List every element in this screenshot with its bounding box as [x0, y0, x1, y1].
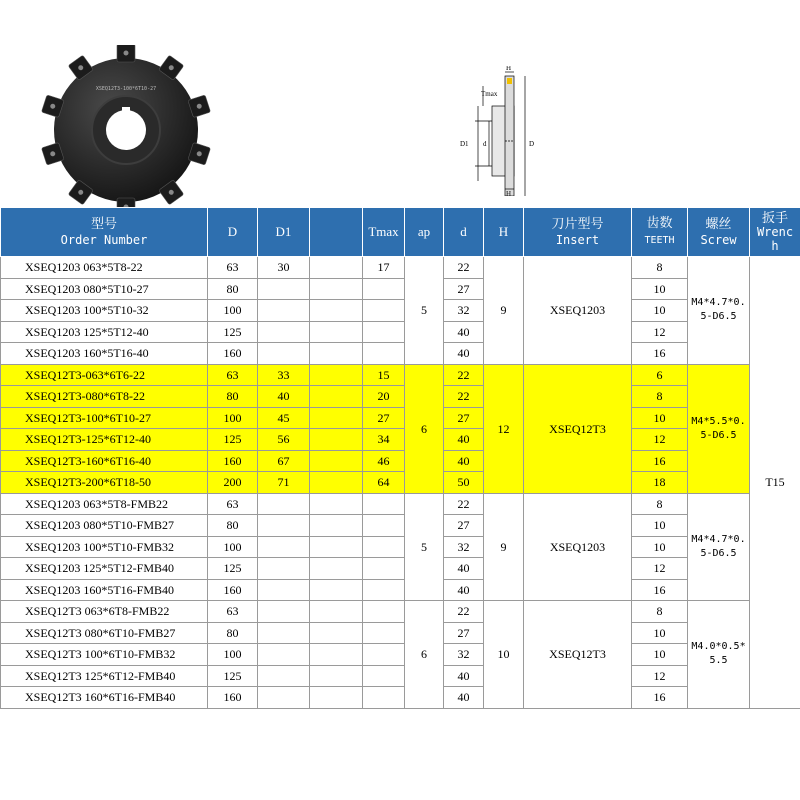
wrench-cell: T15 — [750, 257, 800, 709]
tmax-cell — [363, 493, 405, 515]
order-number-cell: XSEQ1203 080*5T10-27 — [1, 278, 208, 300]
table-row — [1, 644, 800, 666]
tmax-cell: 64 — [363, 472, 405, 494]
table-row — [1, 558, 800, 580]
teeth-cell: 8 — [632, 493, 688, 515]
D-cell: 125 — [208, 429, 258, 451]
D1-cell — [258, 579, 310, 601]
d-cell: 32 — [444, 536, 484, 558]
D-cell: 160 — [208, 687, 258, 709]
tmax-cell — [363, 300, 405, 322]
blank-cell — [310, 300, 363, 322]
table-row — [1, 515, 800, 537]
blank-cell — [310, 364, 363, 386]
order-number-cell: XSEQ12T3-100*6T10-27 — [1, 407, 208, 429]
D1-cell: 40 — [258, 386, 310, 408]
order-number-cell: XSEQ12T3 160*6T16-FMB40 — [1, 687, 208, 709]
teeth-cell: 8 — [632, 257, 688, 279]
teeth-cell: 8 — [632, 386, 688, 408]
tmax-cell: 15 — [363, 364, 405, 386]
tmax-cell — [363, 343, 405, 365]
blank-cell — [310, 515, 363, 537]
table-header — [1, 208, 800, 257]
ap-cell: 6 — [405, 601, 444, 709]
dimension-drawing — [455, 66, 555, 196]
D1-cell: 30 — [258, 257, 310, 279]
screw-line-2: 5-D6.5 — [700, 547, 737, 559]
order-number-cell: XSEQ1203 100*5T10-32 — [1, 300, 208, 322]
D-cell: 100 — [208, 644, 258, 666]
d-cell: 40 — [444, 429, 484, 451]
blank-cell — [310, 579, 363, 601]
table-row — [1, 493, 800, 515]
screw-cell — [688, 601, 750, 709]
table-row — [1, 472, 800, 494]
screw-line-2: 5.5 — [709, 655, 728, 667]
drawing-label-h-bottom: H — [506, 190, 512, 196]
blank-cell — [310, 493, 363, 515]
d-cell: 22 — [444, 493, 484, 515]
blank-cell — [310, 558, 363, 580]
table-row — [1, 364, 800, 386]
teeth-cell: 6 — [632, 364, 688, 386]
screw-line-2: 5-D6.5 — [700, 311, 737, 323]
screw-cell — [688, 257, 750, 365]
d-cell: 40 — [444, 450, 484, 472]
D-cell: 80 — [208, 515, 258, 537]
D-cell: 80 — [208, 278, 258, 300]
tmax-cell: 34 — [363, 429, 405, 451]
teeth-cell: 10 — [632, 515, 688, 537]
order-number-cell: XSEQ1203 160*5T16-FMB40 — [1, 579, 208, 601]
header-ap: ap — [405, 208, 444, 257]
header-tmax: Tmax — [363, 208, 405, 257]
screw-line-1: M4*4.7*0. — [691, 297, 746, 309]
table-row — [1, 386, 800, 408]
insert-cell: XSEQ12T3 — [524, 364, 632, 493]
teeth-cell: 10 — [632, 644, 688, 666]
teeth-cell: 8 — [632, 601, 688, 623]
table-row — [1, 429, 800, 451]
insert-cell: XSEQ12T3 — [524, 601, 632, 709]
D1-cell — [258, 515, 310, 537]
table-row — [1, 257, 800, 279]
D1-cell — [258, 278, 310, 300]
header-d: d — [444, 208, 484, 257]
screw-line-1: M4*4.7*0. — [691, 533, 746, 545]
ap-cell: 5 — [405, 257, 444, 365]
teeth-cell: 12 — [632, 321, 688, 343]
d-cell: 22 — [444, 386, 484, 408]
drawing-label-d: d — [483, 140, 487, 148]
table-row — [1, 278, 800, 300]
tmax-cell — [363, 515, 405, 537]
header-teeth: 齿数 TEETH — [632, 208, 688, 257]
D1-cell — [258, 644, 310, 666]
blank-cell — [310, 278, 363, 300]
blank-cell — [310, 450, 363, 472]
teeth-cell: 16 — [632, 450, 688, 472]
order-number-cell: XSEQ1203 125*5T12-FMB40 — [1, 558, 208, 580]
order-number-cell: XSEQ1203 125*5T12-40 — [1, 321, 208, 343]
tmax-cell: 27 — [363, 407, 405, 429]
blank-cell — [310, 536, 363, 558]
D1-cell — [258, 665, 310, 687]
header-D: D — [208, 208, 258, 257]
tmax-cell — [363, 622, 405, 644]
table-row — [1, 622, 800, 644]
order-number-cell: XSEQ1203 080*5T10-FMB27 — [1, 515, 208, 537]
blank-cell — [310, 687, 363, 709]
screw-line-2: 5-D6.5 — [700, 429, 737, 441]
d-cell: 40 — [444, 343, 484, 365]
screw-cell — [688, 364, 750, 493]
d-cell: 22 — [444, 257, 484, 279]
D1-cell — [258, 687, 310, 709]
teeth-cell: 12 — [632, 558, 688, 580]
screw-line-1: M4*5.5*0. — [691, 415, 746, 427]
blank-cell — [310, 257, 363, 279]
tmax-cell — [363, 665, 405, 687]
tmax-cell: 17 — [363, 257, 405, 279]
teeth-cell: 12 — [632, 665, 688, 687]
order-number-cell: XSEQ12T3-063*6T6-22 — [1, 364, 208, 386]
order-number-cell: XSEQ1203 160*5T16-40 — [1, 343, 208, 365]
tmax-cell — [363, 601, 405, 623]
header-insert: 刀片型号 Insert — [524, 208, 632, 257]
d-cell: 22 — [444, 364, 484, 386]
order-number-cell: XSEQ12T3 080*6T10-FMB27 — [1, 622, 208, 644]
D1-cell — [258, 622, 310, 644]
order-number-cell: XSEQ1203 063*5T8-22 — [1, 257, 208, 279]
tmax-cell — [363, 687, 405, 709]
teeth-cell: 10 — [632, 300, 688, 322]
blank-cell — [310, 321, 363, 343]
D-cell: 80 — [208, 622, 258, 644]
d-cell: 40 — [444, 687, 484, 709]
D-cell: 160 — [208, 579, 258, 601]
D-cell: 125 — [208, 321, 258, 343]
order-number-cell: XSEQ1203 100*5T10-FMB32 — [1, 536, 208, 558]
teeth-cell: 16 — [632, 579, 688, 601]
H-cell: 9 — [484, 493, 524, 601]
D-cell: 63 — [208, 364, 258, 386]
teeth-cell: 10 — [632, 536, 688, 558]
insert-cell: XSEQ1203 — [524, 493, 632, 601]
tmax-cell: 46 — [363, 450, 405, 472]
d-cell: 27 — [444, 515, 484, 537]
d-cell: 22 — [444, 601, 484, 623]
D-cell: 63 — [208, 493, 258, 515]
tmax-cell — [363, 278, 405, 300]
header-H: H — [484, 208, 524, 257]
d-cell: 27 — [444, 407, 484, 429]
blank-cell — [310, 343, 363, 365]
order-number-cell: XSEQ12T3-125*6T12-40 — [1, 429, 208, 451]
table-row — [1, 665, 800, 687]
order-number-cell: XSEQ1203 063*5T8-FMB22 — [1, 493, 208, 515]
blank-cell — [310, 665, 363, 687]
cutter-photo — [38, 45, 213, 215]
drawing-label-d1: D1 — [460, 140, 469, 148]
D1-cell: 33 — [258, 364, 310, 386]
table-row — [1, 687, 800, 709]
teeth-cell: 16 — [632, 343, 688, 365]
order-number-cell: XSEQ12T3-080*6T8-22 — [1, 386, 208, 408]
D1-cell — [258, 343, 310, 365]
table-row — [1, 300, 800, 322]
D-cell: 100 — [208, 536, 258, 558]
D1-cell — [258, 558, 310, 580]
screw-cell — [688, 493, 750, 601]
teeth-cell: 12 — [632, 429, 688, 451]
D-cell: 160 — [208, 343, 258, 365]
table-row — [1, 321, 800, 343]
d-cell: 32 — [444, 644, 484, 666]
D1-cell — [258, 601, 310, 623]
D-cell: 100 — [208, 407, 258, 429]
order-number-cell: XSEQ12T3 125*6T12-FMB40 — [1, 665, 208, 687]
teeth-cell: 10 — [632, 278, 688, 300]
drawing-label-h-top: H — [506, 66, 512, 72]
tmax-cell — [363, 644, 405, 666]
tmax-cell — [363, 536, 405, 558]
teeth-cell: 10 — [632, 407, 688, 429]
order-number-cell: XSEQ12T3 100*6T10-FMB32 — [1, 644, 208, 666]
D1-cell — [258, 536, 310, 558]
header-wrench: 扳手 Wrenc h — [750, 208, 800, 257]
header-screw: 螺丝 Screw — [688, 208, 750, 257]
ap-cell: 5 — [405, 493, 444, 601]
ap-cell: 6 — [405, 364, 444, 493]
H-cell: 10 — [484, 601, 524, 709]
d-cell: 40 — [444, 665, 484, 687]
table-row — [1, 579, 800, 601]
teeth-cell: 10 — [632, 622, 688, 644]
D-cell: 125 — [208, 665, 258, 687]
spec-table — [0, 207, 800, 709]
teeth-cell: 18 — [632, 472, 688, 494]
teeth-cell: 16 — [632, 687, 688, 709]
d-cell: 40 — [444, 558, 484, 580]
D1-cell — [258, 321, 310, 343]
screw-line-1: M4.0*0.5* — [691, 641, 746, 653]
D-cell: 125 — [208, 558, 258, 580]
d-cell: 40 — [444, 579, 484, 601]
table-row — [1, 536, 800, 558]
drawing-label-D: D — [529, 140, 535, 148]
D-cell: 63 — [208, 257, 258, 279]
blank-cell — [310, 429, 363, 451]
order-number-cell: XSEQ12T3-200*6T18-50 — [1, 472, 208, 494]
D-cell: 160 — [208, 450, 258, 472]
tmax-cell — [363, 558, 405, 580]
D-cell: 100 — [208, 300, 258, 322]
header-order-number: 型号 Order Number — [1, 208, 208, 257]
header-blank — [310, 208, 363, 257]
order-number-cell: XSEQ12T3-160*6T16-40 — [1, 450, 208, 472]
order-number-cell: XSEQ12T3 063*6T8-FMB22 — [1, 601, 208, 623]
d-cell: 50 — [444, 472, 484, 494]
blank-cell — [310, 601, 363, 623]
D1-cell: 67 — [258, 450, 310, 472]
header-D1: D1 — [258, 208, 310, 257]
table-row — [1, 343, 800, 365]
H-cell: 12 — [484, 364, 524, 493]
tmax-cell: 20 — [363, 386, 405, 408]
d-cell: 32 — [444, 300, 484, 322]
d-cell: 27 — [444, 622, 484, 644]
d-cell: 40 — [444, 321, 484, 343]
D1-cell: 71 — [258, 472, 310, 494]
blank-cell — [310, 622, 363, 644]
D1-cell — [258, 493, 310, 515]
H-cell: 9 — [484, 257, 524, 365]
D1-cell — [258, 300, 310, 322]
cutter-engraving: XSEQ12T3-100*6T10-27 — [95, 86, 157, 92]
blank-cell — [310, 386, 363, 408]
d-cell: 27 — [444, 278, 484, 300]
table-row — [1, 407, 800, 429]
drawing-label-tmax: Tmax — [481, 90, 498, 98]
table-row — [1, 450, 800, 472]
blank-cell — [310, 472, 363, 494]
D-cell: 200 — [208, 472, 258, 494]
tmax-cell — [363, 579, 405, 601]
D1-cell: 56 — [258, 429, 310, 451]
table-row — [1, 601, 800, 623]
blank-cell — [310, 407, 363, 429]
D1-cell: 45 — [258, 407, 310, 429]
D-cell: 63 — [208, 601, 258, 623]
D-cell: 80 — [208, 386, 258, 408]
insert-cell: XSEQ1203 — [524, 257, 632, 365]
tmax-cell — [363, 321, 405, 343]
blank-cell — [310, 644, 363, 666]
